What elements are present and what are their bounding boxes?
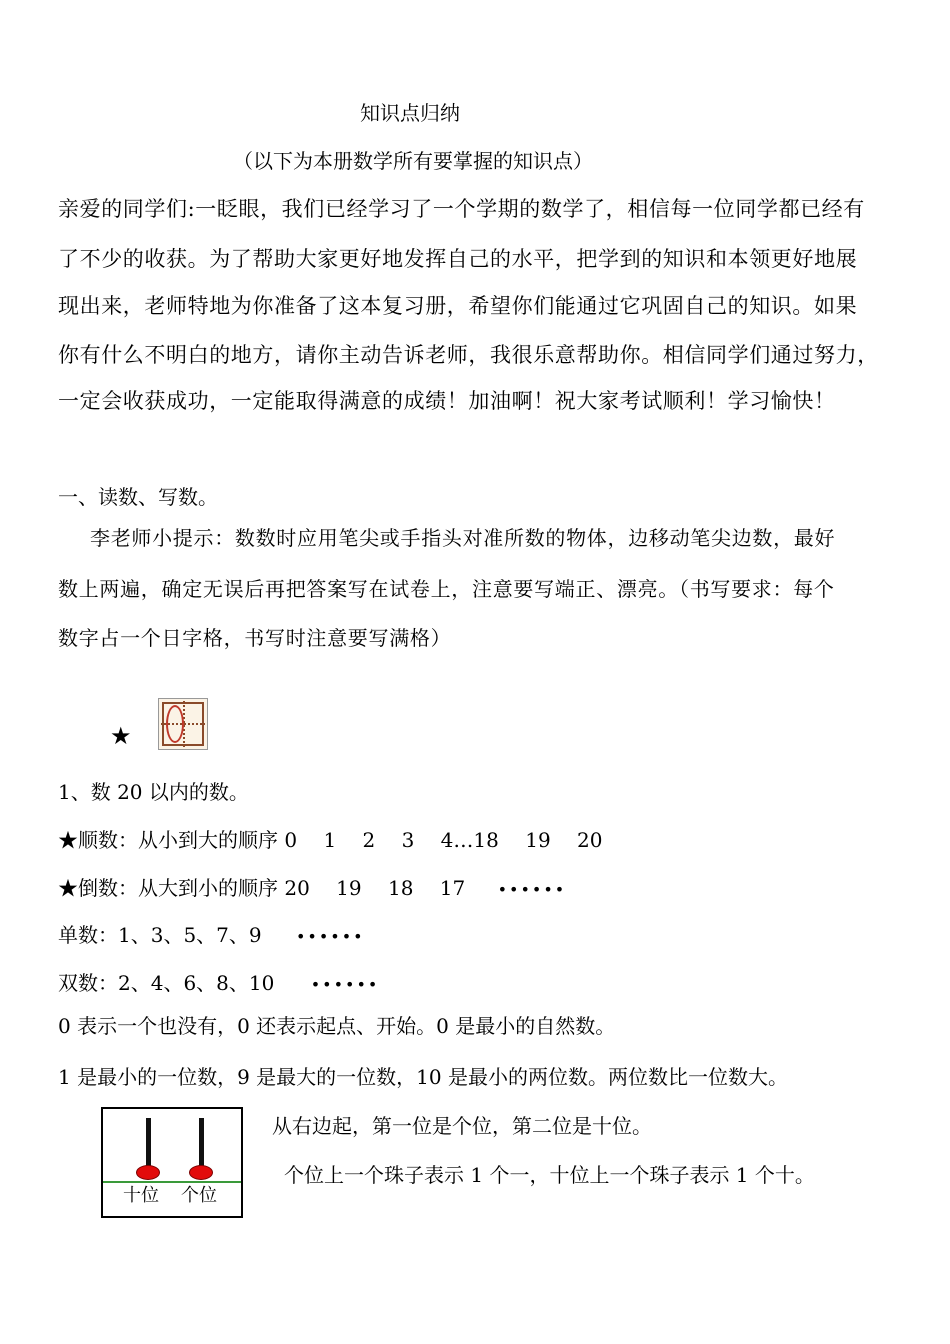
intro-line: 一定会收获成功，一定能取得满意的成绩！加油啊！祝大家考试顺利！学习愉快！ bbox=[58, 389, 836, 413]
ones-bead bbox=[189, 1165, 213, 1180]
tens-label: 十位 bbox=[123, 1185, 159, 1206]
odd-numbers-row bbox=[58, 922, 365, 950]
tip-line: 李老师小提示：数数时应用笔尖或手指头对准所数的物体，边移动笔尖边数，最好 bbox=[90, 526, 836, 550]
intro-line: 你有什么不明白的地方，请你主动告诉老师，我很乐意帮助你。相信同学们通过努力， bbox=[58, 343, 879, 367]
place-value-line: 从右边起，第一位是个位，第二位是十位。 bbox=[272, 1114, 652, 1138]
intro-line: 了不少的收获。为了帮助大家更好地发挥自己的水平，把学到的知识和本领更好地展 bbox=[58, 247, 858, 271]
even-numbers: 双数：2、4、6、8、10 bbox=[58, 971, 275, 995]
ellipsis-dots: •••••• bbox=[295, 927, 365, 946]
ones-rod bbox=[199, 1118, 204, 1170]
intro-line: 现出来，老师特地为你准备了这本复习册，希望你们能通过它巩固自己的知识。如果 bbox=[58, 294, 858, 318]
intro-line: 亲爱的同学们:一眨眼，我们已经学习了一个学期的数学了，相信每一位同学都已经有 bbox=[58, 197, 865, 221]
tens-rod bbox=[146, 1118, 151, 1170]
digits-fact: 1 是最小的一位数，9 是最大的一位数，10 是最小的两位数。两位数比一位数大。 bbox=[58, 1065, 788, 1089]
tip-line: 数字占一个日字格，书写时注意要写满格） bbox=[58, 626, 452, 650]
odd-numbers: 单数：1、3、5、7、9 bbox=[58, 923, 262, 947]
writing-grid-image bbox=[158, 698, 208, 750]
abacus-diagram bbox=[101, 1107, 243, 1218]
abacus-baseline bbox=[103, 1181, 241, 1183]
tens-bead bbox=[136, 1165, 160, 1180]
page-title: 知识点归纳 bbox=[360, 101, 460, 125]
ellipsis-dots: •••••• bbox=[497, 880, 567, 899]
even-numbers-row bbox=[58, 970, 379, 998]
order-forward: ★顺数：从小到大的顺序 0 1 2 3 4…18 19 20 bbox=[58, 828, 603, 852]
section-heading: 一、读数、写数。 bbox=[58, 485, 218, 509]
bead-value-line: 个位上一个珠子表示 1 个一，十位上一个珠子表示 1 个十。 bbox=[284, 1163, 815, 1187]
page-subtitle: （以下为本册数学所有要掌握的知识点） bbox=[233, 149, 593, 173]
zero-fact: 0 表示一个也没有，0 还表示起点、开始。0 是最小的自然数。 bbox=[58, 1014, 616, 1038]
digit-zero-sample bbox=[166, 705, 184, 743]
item-heading: 1、数 20 以内的数。 bbox=[58, 780, 249, 804]
ellipsis-dots: •••••• bbox=[310, 975, 380, 994]
ones-label: 个位 bbox=[181, 1185, 217, 1206]
tip-line: 数上两遍，确定无误后再把答案写在试卷上，注意要写端正、漂亮。（书写要求：每个 bbox=[58, 577, 835, 601]
star-icon: ★ bbox=[110, 722, 132, 750]
order-reverse: ★倒数：从大到小的顺序 20 19 18 17 bbox=[58, 876, 466, 900]
order-reverse-row bbox=[58, 875, 566, 903]
